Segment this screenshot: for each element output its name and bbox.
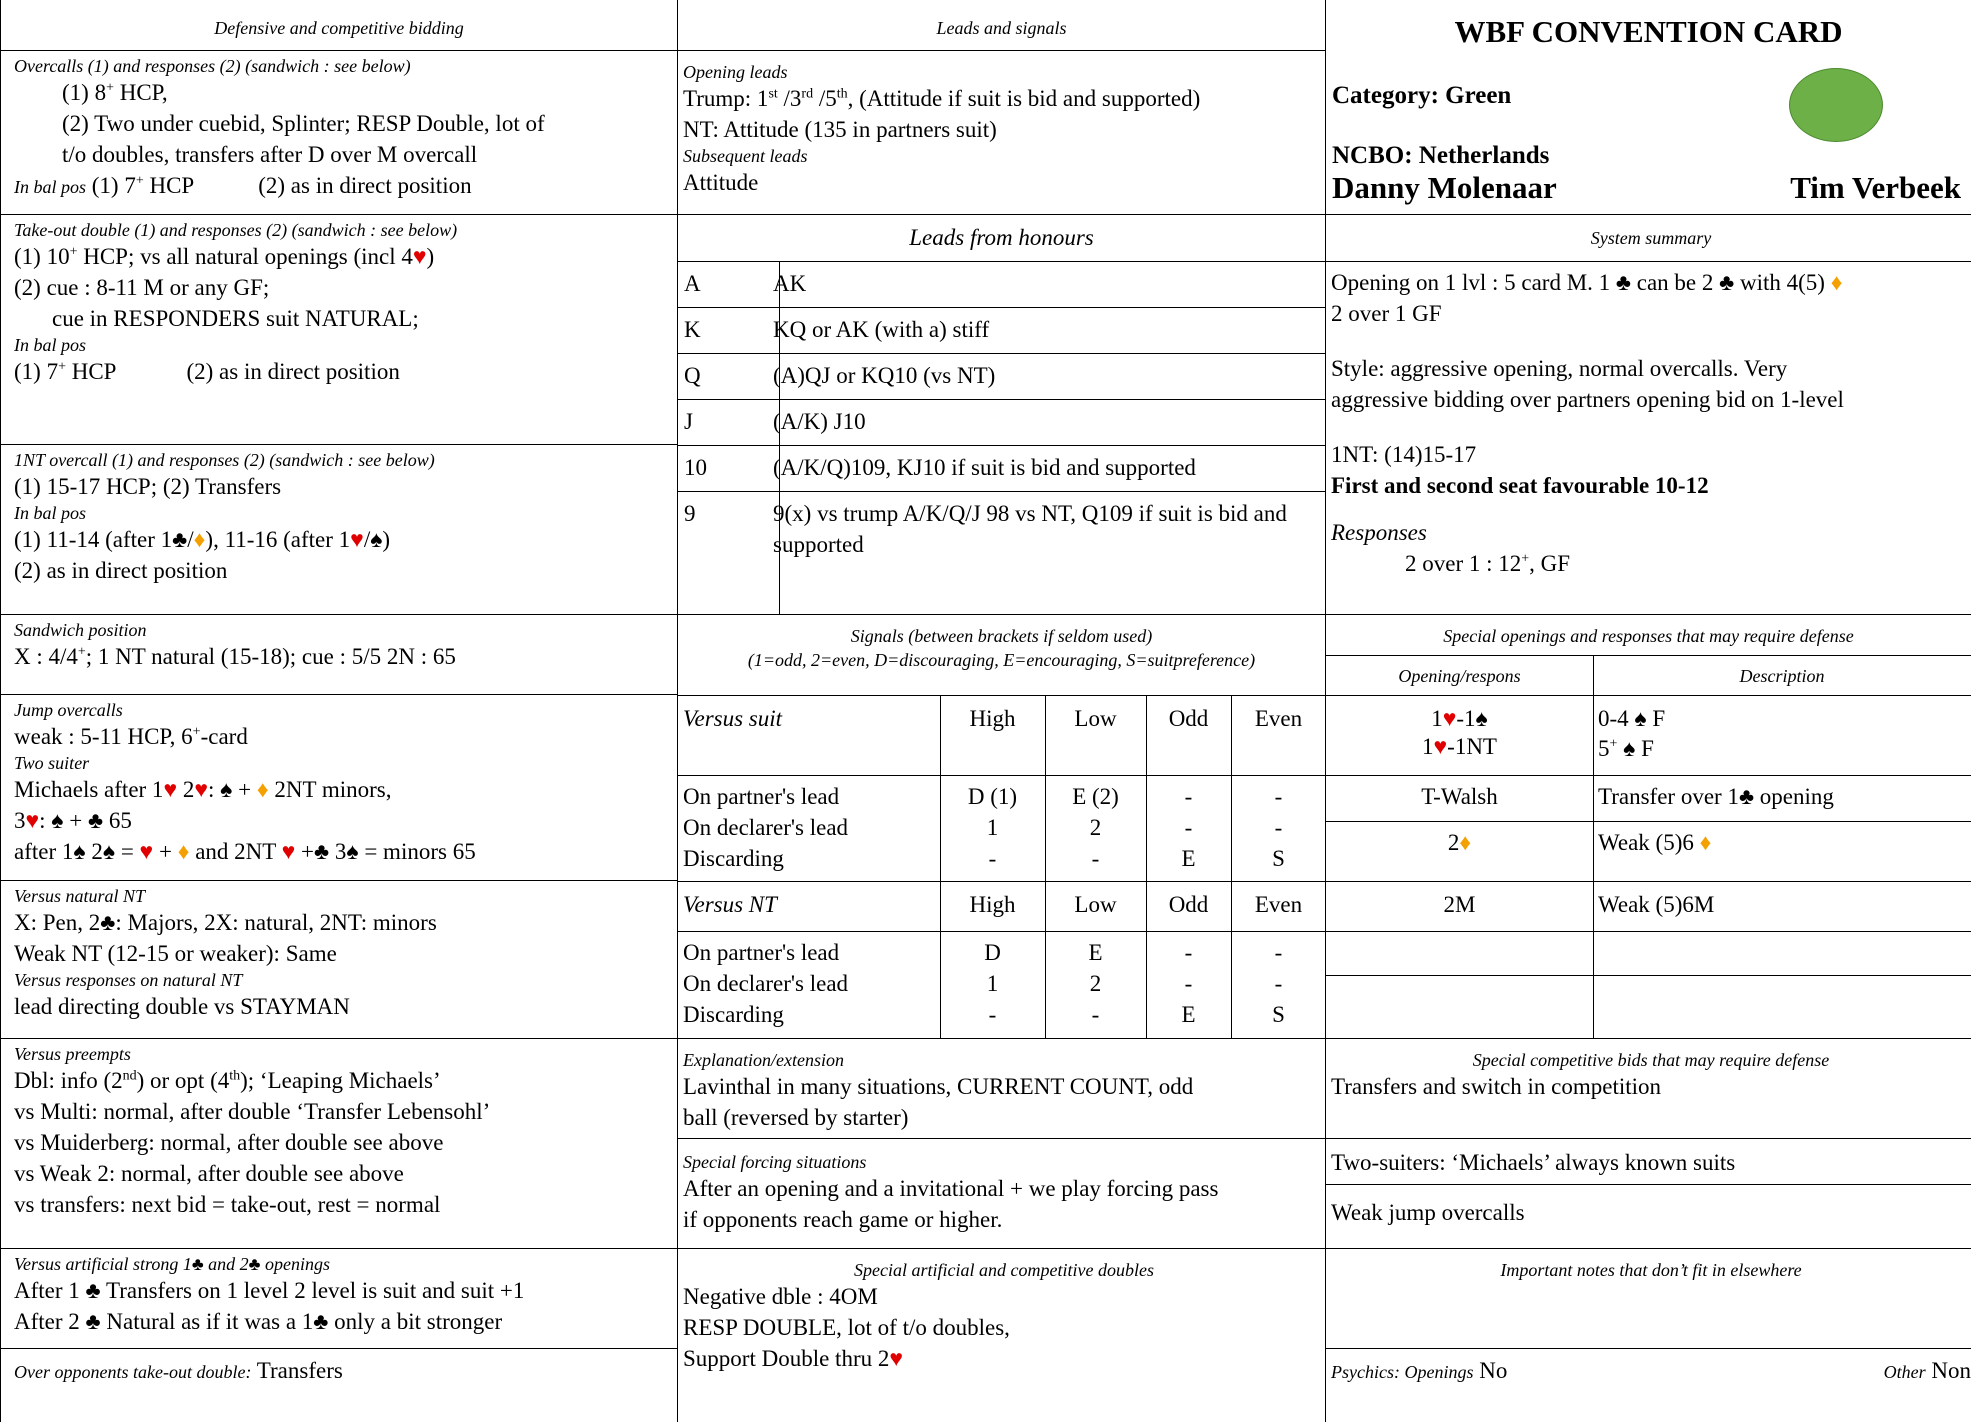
summary-line6: First and second seat favourable 10-12 — [1331, 473, 1709, 498]
vs-nt-subtitle: Versus responses on natural NT — [14, 970, 243, 990]
jump-section — [1, 694, 677, 880]
over-takeout-section — [1, 1348, 677, 1422]
signals-title: Signals (between brackets if seldom used) — [850, 626, 1153, 646]
special-opening: 2♦ — [1447, 830, 1472, 855]
subsequent-leads-line: Attitude — [683, 170, 759, 195]
signal-value: - — [1184, 940, 1193, 965]
competitive-line1: Transfers and switch in competition — [1331, 1074, 1662, 1099]
signal-value: E (2) — [1072, 784, 1119, 809]
ncbo: NCBO: Netherlands — [1332, 142, 1550, 169]
summary-line2: 2 over 1 GF — [1331, 301, 1442, 326]
forcing-line2: if opponents reach game or higher. — [683, 1207, 1003, 1232]
overcalls-line1: (1) 8+ HCP, — [62, 80, 168, 105]
vs-nt-line3: lead directing double vs STAYMAN — [14, 994, 350, 1019]
takeout-line2: (2) cue : 8-11 M or any GF; — [14, 275, 270, 300]
takeout-bal-label: In bal pos — [14, 335, 86, 355]
explanation-section — [678, 1038, 1325, 1138]
col-high: High — [969, 706, 1016, 731]
overcalls-bal: In bal pos (1) 7+ HCP (2) as in direct position — [14, 173, 472, 198]
overcalls-line2: (2) Two under cuebid, Splinter; RESP Double, lot of — [62, 111, 545, 136]
special-description: 0-4 ♠ F — [1598, 706, 1666, 731]
overcalls-section — [1, 50, 677, 214]
honours-row: Q (A)QJ or KQ10 (vs NT) — [678, 353, 1325, 400]
artificial-line2: After 2 ♣ Natural as if it was a 1♣ only a bit stronger — [14, 1309, 503, 1334]
overcalls-line3: t/o doubles, transfers after D over M overcall — [62, 142, 478, 167]
signal-label: On declarer's lead — [683, 815, 849, 840]
signal-value: - — [988, 846, 997, 871]
honours-row: J (A/K) J10 — [678, 399, 1325, 446]
signal-value: E — [1181, 1002, 1196, 1027]
notes-header: Important notes that don’t fit in elsewhere — [1500, 1260, 1802, 1280]
signal-value: E — [1181, 846, 1196, 871]
artificial-line1: After 1 ♣ Transfers on 1 level 2 level is suit and suit +1 — [14, 1278, 525, 1303]
versus-nt-label: Versus NT — [683, 892, 777, 917]
honours-row: 10 (A/K/Q)109, KJ10 if suit is bid and supported — [678, 445, 1325, 492]
signal-value: - — [1091, 846, 1100, 871]
competitive-section — [1326, 1038, 1971, 1138]
jump-line3: 3♥: ♠ + ♣ 65 — [14, 808, 132, 833]
competitive-line3: Weak jump overcalls — [1331, 1200, 1525, 1225]
honours-row: 9 9(x) vs trump A/K/Q/J 98 vs NT, Q109 if suit is bid and supported — [678, 491, 1325, 616]
special-header: Special openings and responses that may require defense — [1443, 626, 1854, 646]
defensive-column — [0, 0, 677, 1422]
signal-value: - — [1184, 815, 1193, 840]
player-2: Tim Verbeek — [1790, 170, 1961, 205]
signal-value: 1 — [986, 815, 999, 840]
col-odd: Odd — [1168, 706, 1209, 731]
forcing-line1: After an opening and a invitational + we play forcing pass — [683, 1176, 1219, 1201]
signal-value: - — [1184, 784, 1193, 809]
sandwich-line1: X : 4/4+; 1 NT natural (15-18); cue : 5/5 2N : 65 — [14, 644, 456, 669]
special-col-opening: Opening/respons — [1398, 666, 1521, 686]
summary-body — [1331, 267, 1963, 579]
artificial-title: Versus artificial strong 1♣ and 2♣ openings — [14, 1254, 330, 1274]
signal-label: On partner's lead — [683, 940, 840, 965]
signal-value: - — [1274, 815, 1283, 840]
subsequent-leads-title: Subsequent leads — [683, 146, 808, 166]
signals-table — [678, 614, 1325, 1038]
section-header: Defensive and competitive bidding — [214, 18, 464, 38]
signal-value: - — [1274, 971, 1283, 996]
special-divider — [1326, 931, 1971, 932]
summary-line1: Opening on 1 lvl : 5 card M. 1 ♣ can be 2 ♣ with 4(5) ♦ — [1331, 270, 1843, 295]
player-1: Danny Molenaar — [1332, 170, 1557, 205]
opening-leads-title: Opening leads — [683, 62, 788, 82]
preempts-line5: vs transfers: next bid = take-out, rest = normal — [14, 1192, 441, 1217]
takeout-line3: cue in RESPONDERS suit NATURAL; — [52, 306, 419, 331]
signal-value: E — [1088, 940, 1103, 965]
col-odd: Odd — [1168, 892, 1209, 917]
psychics-section — [1326, 1348, 1971, 1422]
honours-title: Leads from honours — [909, 225, 1094, 250]
card-title: WBF CONVENTION CARD — [1454, 14, 1843, 49]
doubles-title: Special artificial and competitive doubles — [854, 1260, 1154, 1280]
jump-line4: after 1♠ 2♠ = ♥ + ♦ and 2NT ♥ +♣ 3♠ = minors 65 — [14, 839, 476, 864]
summary-line3: Style: aggressive opening, normal overcalls. Very — [1331, 356, 1788, 381]
artificial-section — [1, 1248, 677, 1348]
summary-line5: 1NT: (14)15-17 — [1331, 442, 1477, 467]
sandwich-title: Sandwich position — [14, 620, 147, 640]
takeout-title: Take-out double (1) and responses (2) (sandwich : see below) — [14, 220, 458, 240]
vs-nt-line2: Weak NT (12-15 or weaker): Same — [14, 941, 337, 966]
forcing-title: Special forcing situations — [683, 1152, 867, 1172]
versus-suit-label: Versus suit — [683, 706, 783, 731]
special-col-divider — [1593, 655, 1594, 1038]
signal-value: S — [1272, 1002, 1285, 1027]
summary-line7: 2 over 1 : 12+, GF — [1405, 551, 1571, 576]
special-opening: 1♥-1♠ — [1431, 706, 1488, 731]
doubles-section — [678, 1248, 1325, 1422]
nt-overcall-bal-label: In bal pos — [14, 503, 86, 523]
nt-overcall-line1: (1) 15-17 HCP; (2) Transfers — [14, 474, 282, 499]
nt-overcall-title: 1NT overcall (1) and responses (2) (sandwich : see below) — [14, 450, 435, 470]
competitive-line2: Two-suiters: ‘Michaels’ always known suits — [1331, 1150, 1736, 1175]
special-description: Weak (5)6 ♦ — [1598, 830, 1712, 855]
jump-line1: weak : 5-11 HCP, 6+-card — [14, 724, 248, 749]
signal-value: S — [1272, 846, 1285, 871]
special-divider — [1326, 655, 1971, 656]
special-divider — [1326, 881, 1971, 882]
signal-value: D — [984, 940, 1001, 965]
card-info-column — [1325, 0, 1971, 1422]
preempts-line1: Dbl: info (2nd) or opt (4th); ‘Leaping Michaels’ — [14, 1068, 441, 1093]
forcing-section — [678, 1138, 1325, 1248]
signals-divider — [678, 881, 1325, 882]
signals-subtitle: (1=odd, 2=even, D=discouraging, E=encouraging, S=suitpreference) — [747, 650, 1256, 670]
honours-table — [678, 214, 1325, 614]
category-badge — [1789, 68, 1883, 142]
explanation-line2: ball (reversed by starter) — [683, 1105, 909, 1130]
special-description: 5+ ♠ F — [1598, 736, 1654, 761]
doubles-line3: Support Double thru 2♥ — [683, 1346, 904, 1371]
signal-label: On declarer's lead — [683, 971, 849, 996]
players — [1332, 170, 1961, 206]
explanation-line1: Lavinthal in many situations, CURRENT COUNT, odd — [683, 1074, 1194, 1099]
signal-label: Discarding — [683, 846, 784, 871]
summary-responses-label: Responses — [1331, 520, 1427, 545]
card-header — [1326, 0, 1971, 214]
summary-line4: aggressive bidding over partners opening bid on 1-level — [1331, 387, 1844, 412]
col-high: High — [969, 892, 1016, 917]
signal-value: - — [1274, 784, 1283, 809]
competitive-header: Special competitive bids that may require defense — [1472, 1050, 1830, 1070]
opening-leads-line2: NT: Attitude (135 in partners suit) — [683, 117, 997, 142]
jump-title: Jump overcalls — [14, 700, 123, 720]
section-header: Leads and signals — [936, 18, 1067, 38]
special-divider — [1326, 821, 1971, 822]
preempts-line2: vs Multi: normal, after double ‘Transfer Lebensohl’ — [14, 1099, 491, 1124]
special-col-description: Description — [1739, 666, 1825, 686]
signal-value: - — [1091, 1002, 1100, 1027]
vs-nt-line1: X: Pen, 2♣: Majors, 2X: natural, 2NT: minors — [14, 910, 437, 935]
honours-row: K KQ or AK (with a) stiff — [678, 307, 1325, 354]
takeout-bal: (1) 7+ HCP (2) as in direct position — [14, 359, 400, 384]
takeout-section — [1, 214, 677, 444]
summary-header: System summary — [1590, 228, 1712, 248]
leads-column — [677, 0, 1325, 1422]
competitive-row — [1326, 1184, 1971, 1248]
signal-value: - — [988, 1002, 997, 1027]
col-even: Even — [1254, 892, 1303, 917]
special-opening: 1♥-1NT — [1422, 734, 1497, 759]
col-even: Even — [1254, 706, 1303, 731]
category: Category: Green — [1332, 82, 1512, 109]
special-openings-table — [1326, 614, 1971, 1038]
nt-overcall-line3: (2) as in direct position — [14, 558, 228, 583]
signals-divider — [678, 775, 1325, 776]
signal-value: 2 — [1089, 971, 1102, 996]
preempts-line3: vs Muiderberg: normal, after double see above — [14, 1130, 444, 1155]
summary-section — [1326, 214, 1971, 614]
vs-nt-section — [1, 880, 677, 1038]
signal-label: On partner's lead — [683, 784, 840, 809]
signal-value: - — [1184, 971, 1193, 996]
doubles-line1: Negative dble : 4OM — [683, 1284, 878, 1309]
summary-divider — [1326, 261, 1971, 262]
competitive-row — [1326, 1138, 1971, 1184]
opening-leads-section — [678, 50, 1325, 214]
jump-line2: Michaels after 1♥ 2♥: ♠ + ♦ 2NT minors, — [14, 777, 392, 802]
doubles-line2: RESP DOUBLE, lot of t/o doubles, — [683, 1315, 1010, 1340]
signal-label: Discarding — [683, 1002, 784, 1027]
over-takeout-line: Over opponents take-out double: Transfers — [14, 1358, 343, 1383]
psychics-openings: Psychics: Openings No — [1331, 1358, 1508, 1383]
preempts-title: Versus preempts — [14, 1044, 131, 1064]
special-description: Weak (5)6M — [1598, 892, 1715, 917]
jump-subtitle: Two suiter — [14, 753, 90, 773]
psychics-other: Other Non — [1883, 1358, 1971, 1383]
explanation-title: Explanation/extension — [683, 1050, 844, 1070]
vs-nt-title: Versus natural NT — [14, 886, 146, 906]
special-opening: 2M — [1443, 892, 1476, 917]
special-divider — [1326, 975, 1971, 976]
special-divider — [1326, 775, 1971, 776]
nt-overcall-section — [1, 444, 677, 614]
takeout-line1: (1) 10+ HCP; vs all natural openings (incl 4♥) — [14, 244, 435, 269]
special-divider — [1326, 695, 1971, 696]
honours-row: A AK — [678, 261, 1325, 308]
signal-value: - — [1274, 940, 1283, 965]
nt-overcall-line2: (1) 11-14 (after 1♣/♦), 11-16 (after 1♥/♠) — [14, 527, 391, 552]
special-opening: T-Walsh — [1421, 784, 1498, 809]
col-low: Low — [1074, 892, 1117, 917]
col-low: Low — [1074, 706, 1117, 731]
sandwich-section — [1, 614, 677, 694]
signals-divider — [678, 931, 1325, 932]
overcalls-title: Overcalls (1) and responses (2) (sandwich : see below) — [14, 56, 411, 76]
preempts-line4: vs Weak 2: normal, after double see above — [14, 1161, 404, 1186]
opening-leads-line1: Trump: 1st /3rd /5th, (Attitude if suit is bid and supported) — [683, 86, 1201, 111]
special-description: Transfer over 1♣ opening — [1598, 784, 1834, 809]
signal-value: 1 — [986, 971, 999, 996]
signal-value: 2 — [1089, 815, 1102, 840]
notes-section — [1326, 1248, 1971, 1348]
signals-divider — [678, 695, 1325, 696]
signal-value: D (1) — [967, 784, 1018, 809]
preempts-section — [1, 1038, 677, 1248]
